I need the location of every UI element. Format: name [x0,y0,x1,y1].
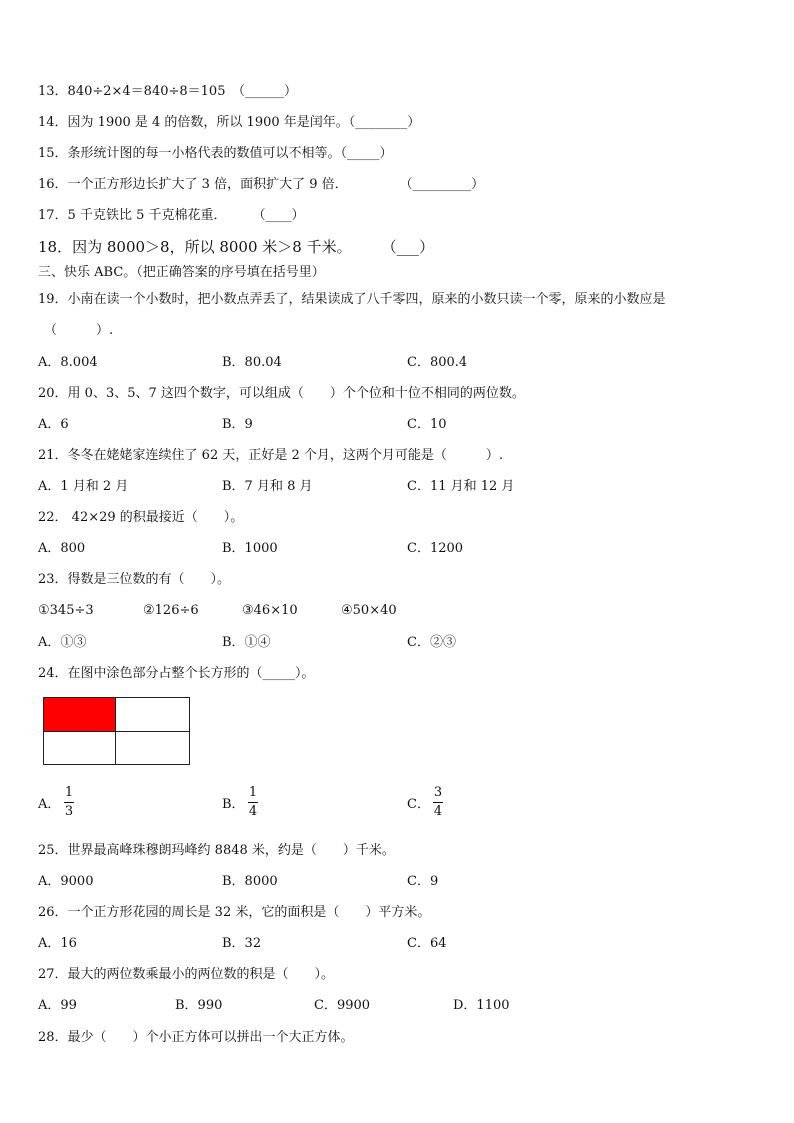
denominator: 4 [433,804,443,819]
option-23-c: C．②③ [407,635,456,650]
fraction-bar [433,802,443,803]
option-26-b: B．32 [222,936,262,951]
option-20-a: A．6 [38,417,69,432]
rectangle-figure [43,697,190,765]
question-19-blank: （ ）. [44,323,114,338]
option-24-a-fraction [63,786,75,819]
figure-cell [44,732,116,764]
question-13: 13．840÷2×4＝840÷8＝105 （______） [38,84,297,99]
option-26-c: C．64 [407,936,447,951]
question-19: 19．小南在读一个小数时，把小数点弄丢了，结果读成了八千零四，原来的小数只读一个零，原来的小数应是 [38,292,666,307]
question-14: 14．因为 1900 是 4 的倍数，所以 1900 年是闰年。（________） [38,115,421,130]
option-27-d: D．1100 [453,998,510,1013]
question-23: 23．得数是三位数的有（ ）。 [38,572,231,587]
fraction-bar [64,802,74,803]
question-28: 28．最少（ ）个小正方体可以拼出一个大正方体。 [38,1030,354,1045]
numerator: 3 [433,785,443,800]
option-24-c-fraction [432,786,444,819]
section-3-heading: 三、快乐 ABC。（把正确答案的序号填在括号里） [38,265,325,280]
question-25: 25．世界最高峰珠穆朗玛峰约 8848 米，约是（ ）千米。 [38,843,395,858]
option-19-a: A．8.004 [38,355,98,370]
question-18: 18．因为 8000＞8，所以 8000 米＞8 千米。 （___） [38,238,435,256]
question-27: 27．最大的两位数乘最小的两位数的积是（ ）。 [38,967,335,982]
numerator: 1 [248,785,258,800]
option-25-c: C．9 [407,874,439,889]
question-24: 24．在图中涂色部分占整个长方形的（_____）。 [38,666,315,681]
question-16: 16．一个正方形边长扩大了 3 倍，面积扩大了 9 倍． （_________） [38,177,485,192]
option-27-c: C．9900 [314,998,371,1013]
option-19-b: B．80.04 [222,355,282,370]
option-25-b: B．8000 [222,874,278,889]
numerator: 1 [64,785,74,800]
question-26: 26．一个正方形花园的周长是 32 米，它的面积是（ ）平方米。 [38,905,431,920]
option-24-c-label: C． [407,797,430,812]
option-26-a: A．16 [38,936,77,951]
question-21: 21．冬冬在姥姥家连续住了 62 天，正好是 2 个月，这两个月可能是（ ）. [38,448,504,463]
option-21-b: B．7 月和 8 月 [222,479,313,494]
option-20-b: B．9 [222,417,253,432]
question-15: 15．条形统计图的每一小格代表的数值可以不相等。（_____） [38,146,393,161]
fraction-bar [248,802,258,803]
option-27-a: A．99 [38,998,77,1013]
item-23-4: ④50×40 [341,603,397,618]
option-22-a: A．800 [38,541,86,556]
question-22: 22． 42×29 的积最接近（ ）。 [38,510,244,525]
option-23-b: B．①④ [222,635,271,650]
option-19-c: C．800.4 [407,355,468,370]
option-20-c: C．10 [407,417,447,432]
option-24-a-label: A． [38,797,61,812]
figure-cell-shaded [44,698,116,732]
denominator: 4 [248,804,258,819]
option-22-c: C．1200 [407,541,464,556]
item-23-1: ①345÷3 [38,603,94,618]
option-27-b: B．990 [175,998,223,1013]
option-25-a: A．9000 [38,874,94,889]
option-22-b: B．1000 [222,541,278,556]
option-21-c: C．11 月和 12 月 [407,479,515,494]
question-20: 20．用 0、3、5、7 这四个数字，可以组成（ ）个个位和十位不相同的两位数。 [38,386,525,401]
option-24-b-label: B． [222,797,245,812]
figure-cell [116,698,189,732]
item-23-2: ②126÷6 [143,603,199,618]
option-21-a: A．1 月和 2 月 [38,479,129,494]
option-23-a: A．①③ [38,635,87,650]
figure-cell [116,732,189,764]
denominator: 3 [64,804,74,819]
question-17: 17．5 千克铁比 5 千克棉花重． （____） [38,208,305,223]
option-24-b-fraction [247,786,259,819]
item-23-3: ③46×10 [242,603,298,618]
